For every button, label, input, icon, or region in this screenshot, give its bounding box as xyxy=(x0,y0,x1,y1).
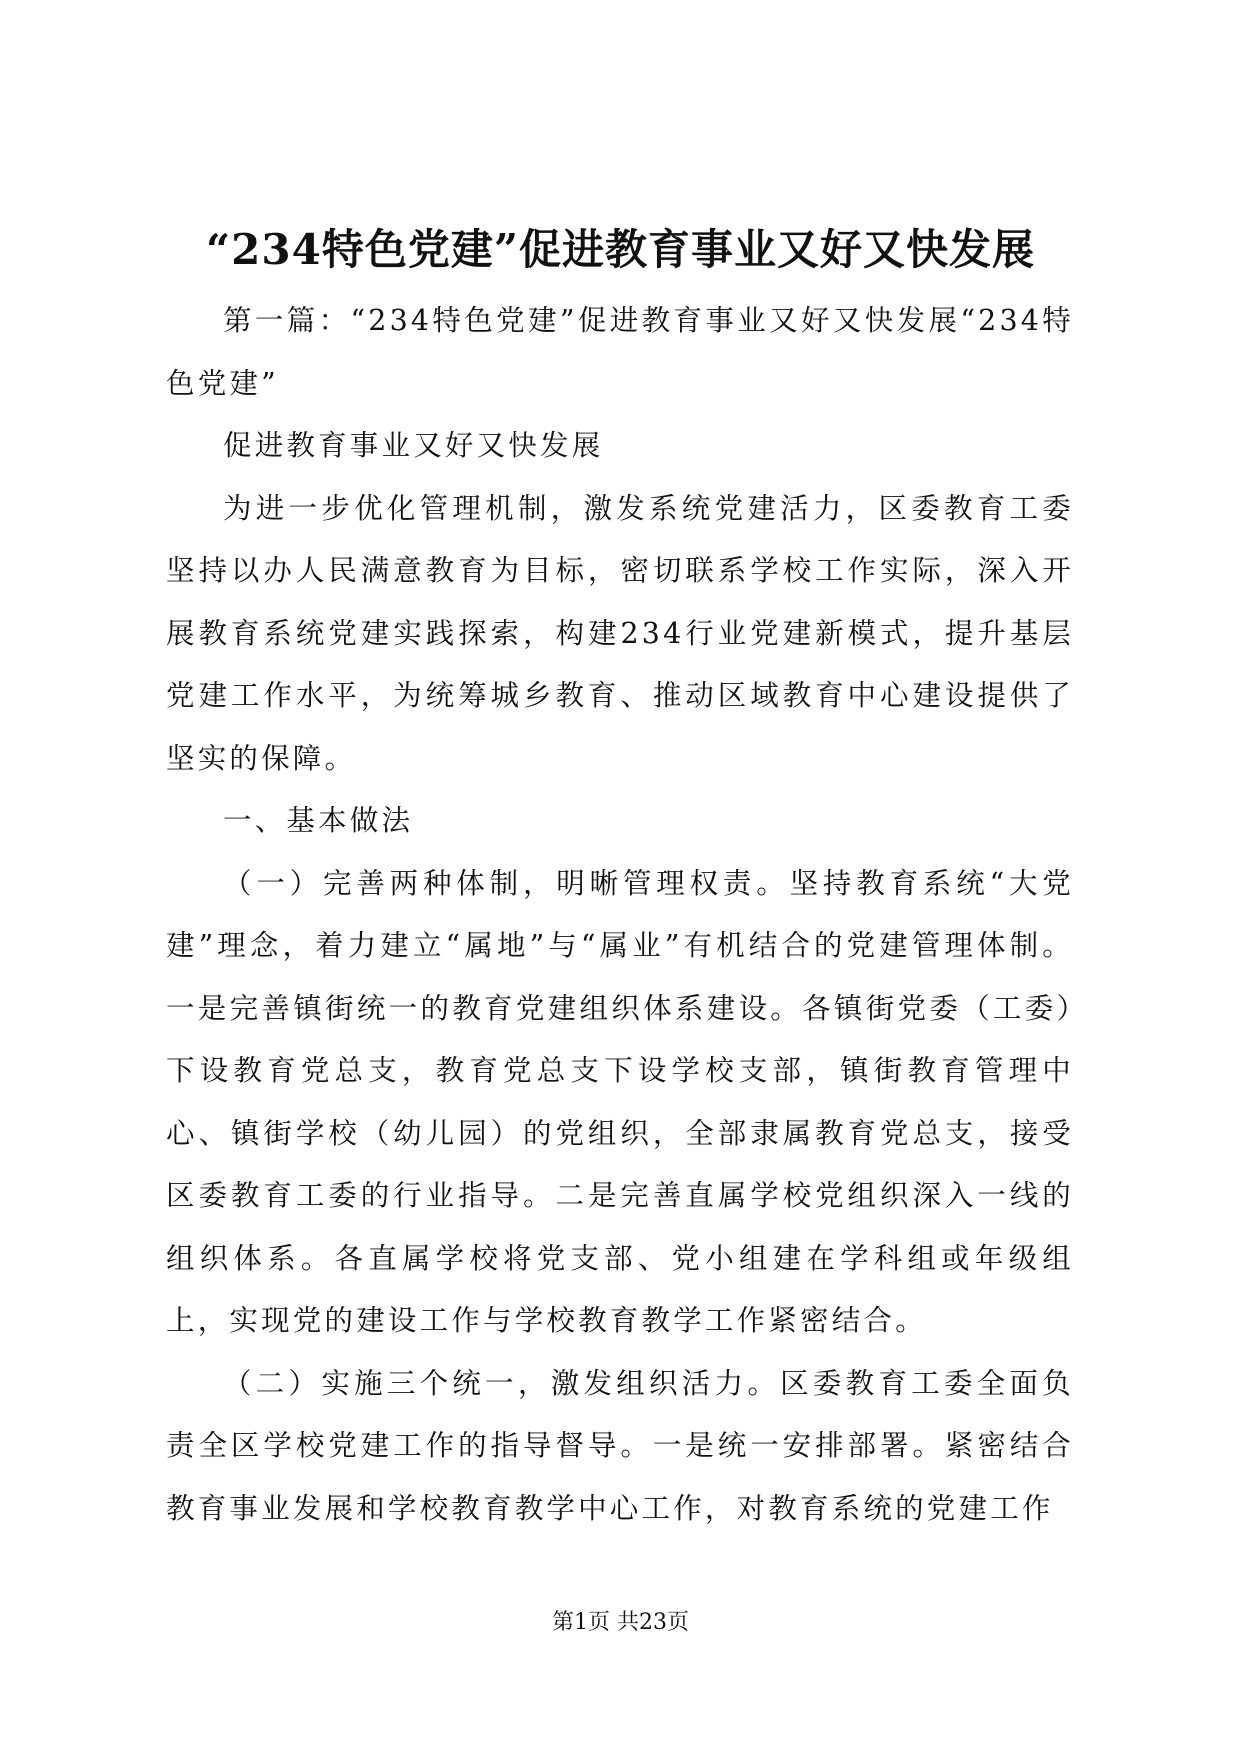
paragraph-item-2: （二）实施三个统一，激发组织活力。区委教育工委全面负责全区学校党建工作的指导督导。一是统一安排部署。紧密结合教育事业发展和学校教育教学中心工作，对教育系统的党建工作 xyxy=(166,1366,1074,1525)
page-number-footer: 第1页 共23页 xyxy=(552,1610,689,1635)
document-body xyxy=(166,290,1074,1540)
section-heading: 一、基本做法 xyxy=(223,804,414,837)
paragraph-item-1: （一）完善两种体制，明晰管理权责。坚持教育系统“大党建”理念，着力建立“属地”与“属业”有机结合的党建管理体制。一是完善镇街统一的教育党建组织体系建设。各镇街党委（工委）下设教育党总支，教育党总支下设学校支部，镇街教育管理中心、镇街学校（幼儿园）的党组织，全部隶属教育党总支，接受区委教育工委的行业指导。二是完善直属学校党组织深入一线的组织体系。各直属学校将党支部、党小组建在学科组或年级组上，实现党的建设工作与学校教育教学工作紧密结合。 xyxy=(166,866,1074,1337)
document-title: “234特色党建”促进教育事业又好又快发展 xyxy=(206,225,1035,274)
paragraph-subtitle: 第一篇：“234特色党建”促进教育事业又好又快发展“234特色党建” xyxy=(166,304,1074,400)
paragraph-subtitle-cont: 促进教育事业又好又快发展 xyxy=(223,429,604,462)
paragraph-intro: 为进一步优化管理机制，激发系统党建活力，区委教育工委坚持以办人民满意教育为目标，密切联系学校工作实际，深入开展教育系统党建实践探索，构建234行业党建新模式，提升基层党建工作水平，为统筹城乡教育、推动区域教育中心建设提供了坚实的保障。 xyxy=(166,491,1074,775)
